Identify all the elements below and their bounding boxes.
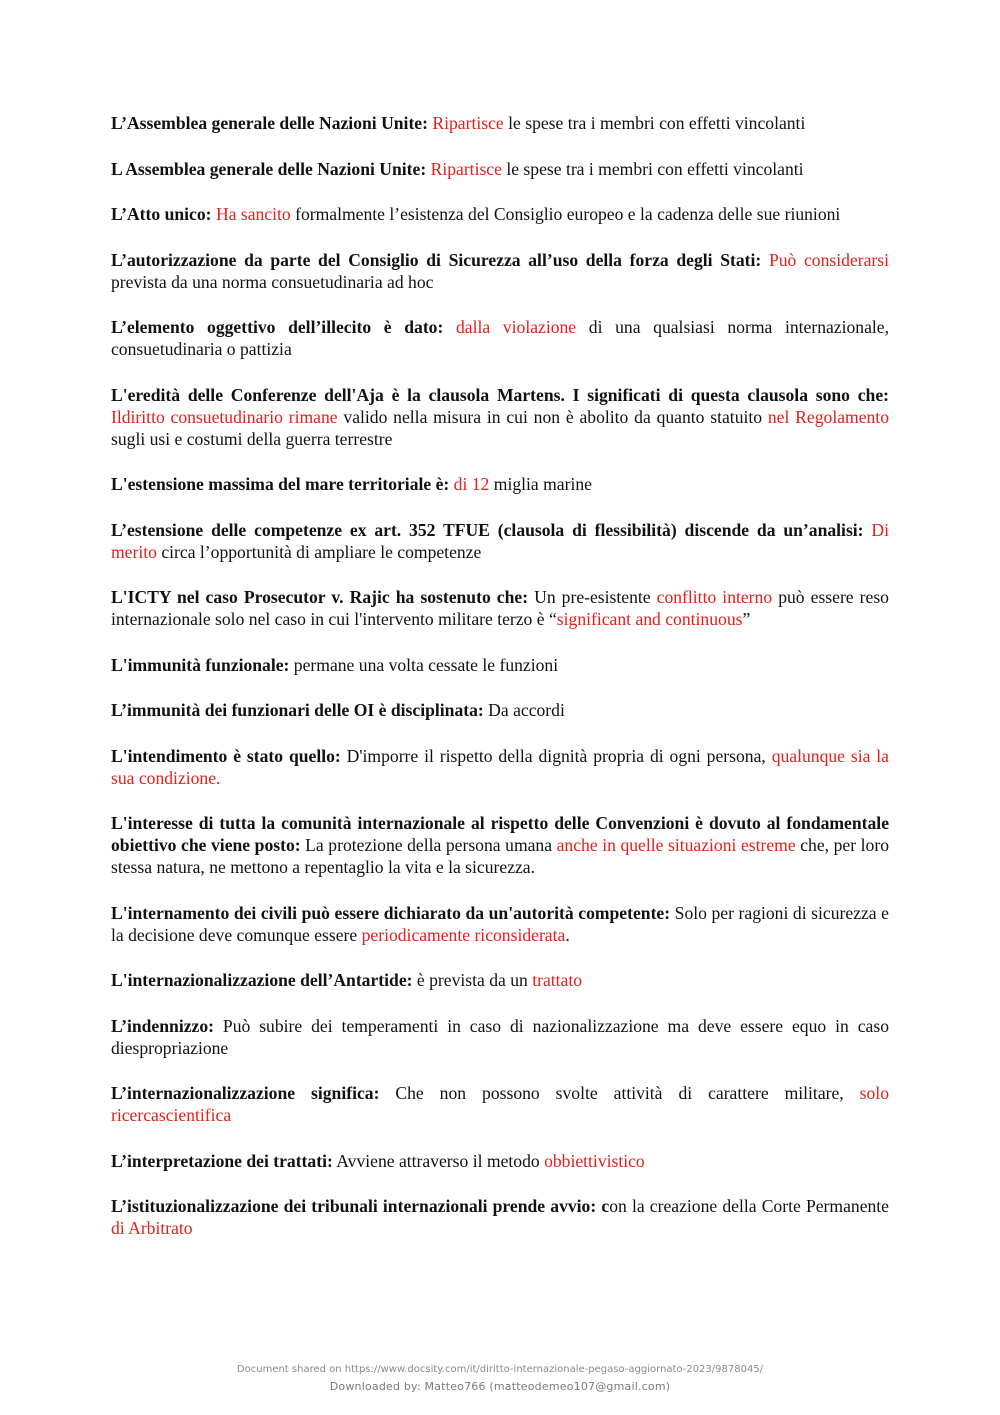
question-text: L’estensione delle competenze ex art. 352 TFUE (clausola di flessibilità) discende da un’analisi: bbox=[111, 519, 864, 540]
answer-text: valido nella misura in cui non è abolito da quanto statuito bbox=[337, 406, 768, 427]
question-text: L’indennizzo: bbox=[111, 1015, 214, 1036]
answer-text: circa l’opportunità di ampliare le competenze bbox=[156, 541, 482, 562]
question-text: L’Atto unico: bbox=[111, 204, 212, 224]
answer-highlight: di 12 bbox=[453, 474, 490, 494]
answer-text: permane una volta cessate le funzioni bbox=[289, 654, 559, 675]
qa-entry bbox=[111, 158, 889, 180]
answer-text: prevista da una norma consuetudinaria ad hoc bbox=[111, 271, 434, 292]
qa-entry bbox=[111, 586, 889, 630]
question-text: L'ICTY nel caso Prosecutor v. Rajic ha sostenuto che: bbox=[111, 587, 529, 607]
question-text: L'internamento dei civili può essere dichiarato da un'autorità competente: bbox=[111, 902, 671, 923]
answer-highlight: Ripartisce bbox=[432, 113, 504, 133]
footer-download-note: Downloaded by: Matteo766 (matteodemeo107@gmail.com) bbox=[329, 1380, 671, 1393]
answer-text: Può subire dei temperamenti in caso di nazionalizzazione ma deve essere equo in caso diespropriazione bbox=[111, 1015, 889, 1058]
qa-entry bbox=[111, 473, 889, 495]
answer-highlight: conflitto interno bbox=[656, 587, 773, 607]
answer-highlight: solo ricercascientifica bbox=[111, 1083, 889, 1125]
qa-entry bbox=[111, 745, 889, 789]
question-text: L'estensione massima del mare territoriale è: bbox=[111, 474, 450, 494]
qa-entry bbox=[111, 654, 889, 676]
answer-text: ” bbox=[742, 609, 751, 629]
question-text: L’immunità dei funzionari delle OI è disciplinata: bbox=[111, 700, 484, 720]
answer-text: può essere reso internazionale solo nel caso in cui l'intervento militare terzo è “ bbox=[111, 587, 889, 629]
qa-entry bbox=[111, 1195, 889, 1239]
answer-text: Che non possono svolte attività di carattere militare, bbox=[379, 1083, 860, 1103]
answer-text: sugli usi e costumi della guerra terrestre bbox=[111, 428, 393, 449]
answer-highlight: dalla violazione bbox=[456, 317, 577, 337]
qa-entry bbox=[111, 1082, 889, 1126]
answer-highlight: di Arbitrato bbox=[111, 1218, 193, 1238]
answer-text bbox=[761, 250, 769, 270]
question-text: L’internazionalizzazione significa: bbox=[111, 1083, 380, 1103]
answer-text: . bbox=[565, 924, 570, 945]
question-text: L'interesse di tutta la comunità internazionale al rispetto delle Convenzioni è dovuto al fondamentale obiettivo che viene posto: bbox=[111, 813, 889, 855]
qa-entry bbox=[111, 203, 889, 225]
answer-highlight: Ha sancito bbox=[215, 204, 291, 224]
question-text: L'eredità delle Conferenze dell'Aja è la clausola Martens. I significati di questa clausola sono che: bbox=[111, 384, 889, 405]
question-text: L’elemento oggettivo dell’illecito è dato: bbox=[111, 317, 444, 337]
answer-highlight: significant and continuous bbox=[556, 609, 743, 629]
qa-entry bbox=[111, 1015, 889, 1059]
answer-highlight: qualunque sia la sua condizione. bbox=[111, 745, 889, 788]
question-text: L'intendimento è stato quello: bbox=[111, 745, 341, 766]
qa-entry bbox=[111, 812, 889, 878]
answer-highlight: obbiettivistico bbox=[544, 1150, 645, 1171]
answer-highlight: anche in quelle situazioni estreme bbox=[556, 835, 796, 855]
question-text: L'internazionalizzazione dell’Antartide: bbox=[111, 970, 413, 990]
question-text: L Assemblea generale delle Nazioni Unite: bbox=[111, 158, 427, 179]
footer-shared-note: Document shared on https://www.docsity.com/it/diritto-internazionale-pegaso-aggiornato-2023/9878045/ bbox=[236, 1364, 764, 1375]
answer-text: Solo per ragioni di sicurezza e la decisione deve comunque essere bbox=[111, 902, 889, 945]
answer-highlight: Può considerarsi bbox=[768, 249, 889, 270]
question-text: L’Assemblea generale delle Nazioni Unite: bbox=[111, 113, 428, 133]
qa-entry bbox=[111, 699, 889, 721]
answer-highlight: Di merito bbox=[111, 519, 889, 562]
answer-text: La protezione della persona umana bbox=[300, 835, 557, 855]
qa-entry bbox=[111, 969, 889, 991]
answer-text: che, per loro stessa natura, ne mettono a repentaglio la vita e la sicurezza. bbox=[111, 835, 889, 877]
qa-entry bbox=[111, 249, 889, 293]
question-text: L’istituzionalizzazione dei tribunali internazionali prende avvio: c bbox=[111, 1196, 610, 1216]
qa-entry bbox=[111, 519, 889, 563]
answer-text: miglia marine bbox=[489, 474, 592, 494]
answer-text: di una qualsiasi norma internazionale, consuetudinaria o pattizia bbox=[111, 317, 890, 359]
answer-text: on la creazione della Corte Permanente bbox=[609, 1196, 889, 1216]
question-text: L’autorizzazione da parte del Consiglio di Sicurezza all’uso della forza degli Stati: bbox=[111, 249, 762, 270]
document-page bbox=[111, 112, 889, 1263]
answer-highlight: trattato bbox=[532, 970, 583, 990]
answer-text: le spese tra i membri con effetti vincolanti bbox=[503, 113, 806, 133]
answer-text: Avviene attraverso il metodo bbox=[332, 1150, 545, 1171]
qa-entry bbox=[111, 902, 889, 946]
answer-text: D'imporre il rispetto della dignità propria di ogni persona, bbox=[340, 745, 772, 766]
question-text: L'immunità funzionale: bbox=[111, 654, 290, 675]
qa-entry bbox=[111, 316, 889, 360]
qa-entry bbox=[111, 112, 889, 134]
answer-text bbox=[443, 317, 456, 337]
answer-highlight: nel Regolamento bbox=[767, 406, 889, 427]
answer-text: Da accordi bbox=[483, 700, 565, 720]
answer-highlight: periodicamente riconsiderata bbox=[361, 924, 566, 945]
answer-highlight: Ripartisce bbox=[430, 158, 502, 179]
answer-text: è prevista da un bbox=[412, 970, 533, 990]
question-text: L’interpretazione dei trattati: bbox=[111, 1150, 333, 1171]
qa-entry bbox=[111, 384, 889, 450]
qa-entry bbox=[111, 1150, 889, 1172]
answer-text: formalmente l’esistenza del Consiglio europeo e la cadenza delle sue riunioni bbox=[290, 204, 841, 224]
answer-text: Un pre-esistente bbox=[528, 587, 657, 607]
answer-text: le spese tra i membri con effetti vincolanti bbox=[501, 158, 804, 179]
answer-highlight: Ildiritto consuetudinario rimane bbox=[111, 406, 338, 427]
